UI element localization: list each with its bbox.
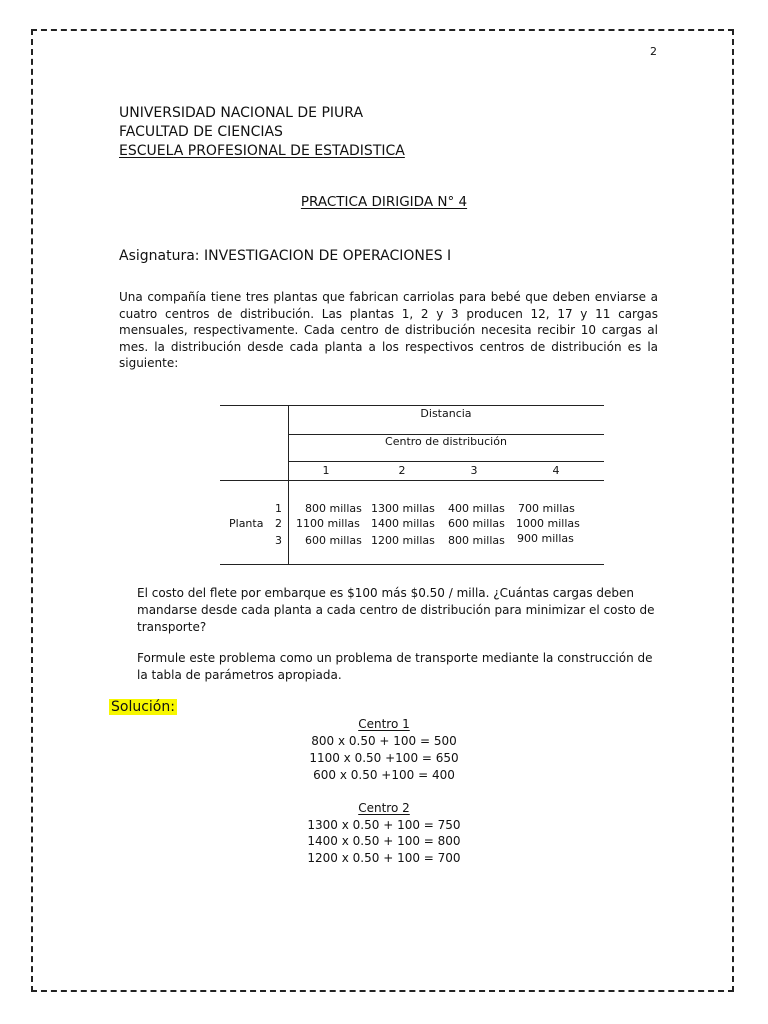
solution-line: 1200 x 0.50 + 100 = 700 [307, 851, 461, 865]
faculty-name: FACULTAD DE CIENCIAS [119, 124, 283, 140]
table-cell: 1000 millas [516, 517, 580, 530]
table-cell: 900 millas [517, 532, 574, 545]
table-header-center: Centro de distribución [385, 435, 507, 448]
table-row-label: 2 [275, 517, 282, 530]
table-row-group-label: Planta [229, 517, 264, 530]
solution-line: 1400 x 0.50 + 100 = 800 [307, 834, 461, 848]
table-top-rule [220, 405, 604, 406]
table-col-4: 4 [552, 464, 560, 477]
table-cell: 800 millas [448, 534, 505, 547]
solution-line: 1100 x 0.50 +100 = 650 [309, 751, 459, 765]
school-name: ESCUELA PROFESIONAL DE ESTADISTICA [119, 143, 405, 159]
solution-line: 1300 x 0.50 + 100 = 750 [307, 818, 461, 832]
table-cell: 600 millas [448, 517, 505, 530]
university-name: UNIVERSIDAD NACIONAL DE PIURA [119, 105, 364, 121]
solution-heading-center-1: Centro 1 [358, 717, 410, 731]
table-cell: 700 millas [518, 502, 575, 515]
subject-line: Asignatura: INVESTIGACION DE OPERACIONES I [119, 248, 452, 264]
question-paragraph: El costo del flete por embarque es $100 más $0.50 / milla. ¿Cuántas cargas deben mandarse desde cada planta a cada centro de distribución para minimizar el costo de transporte? [137, 586, 655, 634]
table-cell: 1100 millas [296, 517, 360, 530]
solution-line: 800 x 0.50 + 100 = 500 [311, 734, 457, 748]
table-row-label: 3 [275, 534, 282, 547]
solution-label: Solución: [111, 699, 175, 715]
instruction-paragraph: Formule este problema como un problema de transporte mediante la construcción de la tabla de parámetros apropiada. [137, 651, 653, 682]
table-cell: 600 millas [305, 534, 362, 547]
table-cell: 400 millas [448, 502, 505, 515]
table-row-label: 1 [275, 502, 282, 515]
table-subheader-rule [288, 461, 604, 462]
table-col-3: 3 [470, 464, 478, 477]
solution-heading-center-2: Centro 2 [358, 801, 410, 815]
intro-paragraph: Una compañía tiene tres plantas que fabrican carriolas para bebé que deben enviarse a cuatro centros de distribución. Las plantas 1, 2 y 3 producen 12, 17 y 11 cargas mensuales, respectivamente. Cada centro de distribución necesita recibir 10 cargas al mes. la distribución desde cada planta a los respectivos centros de distribución es la siguiente: [119, 290, 658, 370]
table-col-1: 1 [322, 464, 330, 477]
table-cell: 800 millas [305, 502, 362, 515]
table-vertical-rule [288, 405, 289, 565]
table-header-distance: Distancia [420, 407, 472, 420]
table-bottom-rule [220, 564, 604, 565]
solution-line: 600 x 0.50 +100 = 400 [313, 768, 455, 782]
page-number: 2 [650, 45, 657, 58]
table-cell: 1200 millas [371, 534, 435, 547]
table-cell: 1400 millas [371, 517, 435, 530]
table-cell: 1300 millas [371, 502, 435, 515]
document-title: PRACTICA DIRIGIDA N° 4 [300, 194, 468, 210]
table-col-2: 2 [398, 464, 406, 477]
table-column-rule [220, 480, 604, 481]
